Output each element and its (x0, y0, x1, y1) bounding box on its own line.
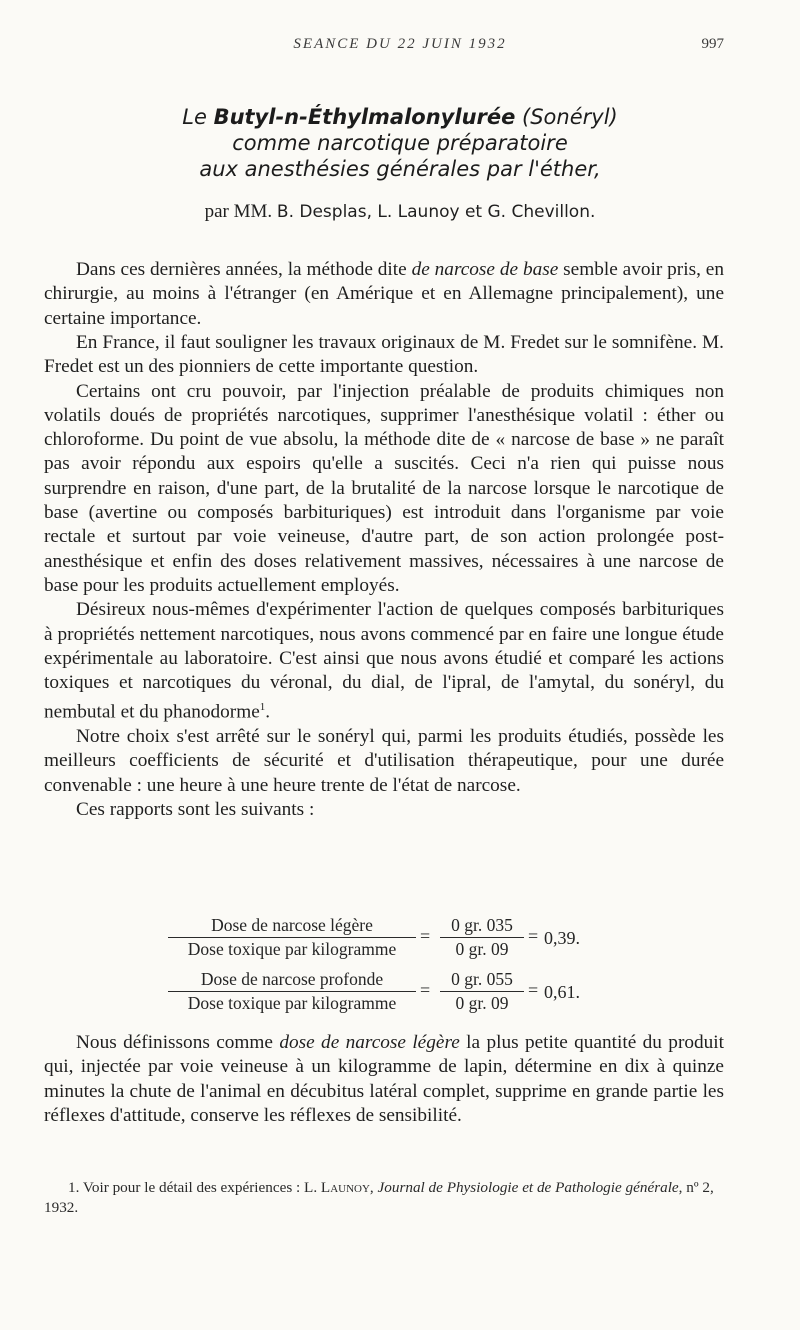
title-line-3: aux anesthésies générales par l'éther, (199, 157, 601, 181)
fraction-deep-dose (168, 968, 416, 1014)
title-prefix: Le (182, 105, 214, 129)
running-header (0, 36, 800, 60)
footnote-issue: , nº 2, 1932. (44, 1179, 714, 1216)
fraction-light-denominator: Dose toxique par kilogramme (187, 939, 397, 959)
article-body-definitions (44, 1031, 724, 1128)
title-compound: Butyl-n-Éthylmalonylurée (213, 105, 516, 129)
value-light-denominator: 0 gr. 09 (455, 939, 509, 959)
paragraph-1 (44, 258, 724, 331)
equals-sign: = (420, 926, 431, 946)
author-line (80, 200, 720, 224)
paragraph-2: En France, il faut souligner les travaux originaux de M. Fredet sur le somnifène. M. Fredet est un des pionniers de cette importante question. (44, 332, 724, 378)
equals-sign: = (420, 980, 431, 1000)
ratio-light-result: 0,39. (544, 928, 580, 948)
paragraph-7-emphasis: dose de narcose légère (279, 1032, 460, 1053)
article-title (80, 104, 720, 182)
paragraph-4-text: Désireux nous-mêmes d'expérimenter l'action de quelques composés barbituriques à propriétés nettement narcotiques, nous avons commencé par en faire une longue étude expérimentale au laboratoire. C'est ainsi que nous avons étudié et comparé les actions toxiques et narcotiques du véronal, du dial, de l'ipral, de l'amytal, du sonéryl, du nembutal et du phanodorme (44, 599, 724, 723)
paragraph-3: Certains ont cru pouvoir, par l'injection préalable de produits chimiques non volatils doués de propriétés narcotiques, supprimer l'anesthésique volatil : éther ou chloroforme. Du point de vue absolu, la méthode dite de « narcose de base » ne paraît pas avoir répondu aux espoirs qu'elle a suscités. Ceci n'a rien qui puisse nous surprendre en raison, d'une part, de la brutalité de la narcose lorsque le narcotique de base (avertine ou composés barbituriques) est introduit dans l'organisme par voie rectale et surtout par voie veineuse, d'autre part, de son action prolongée post-anesthésique et enfin des doses relativement massives, nécessaires à une narcose de base pour les produits actuellement employés. (44, 380, 724, 596)
footnote (44, 1178, 724, 1218)
paragraph-1-text-b: semble avoir pris, en chirurgie, au moins à l'étranger (en Amérique et en Allemagne principalement), une certaine importance. (44, 259, 724, 329)
footnote-text-a: 1. Voir pour le détail des expériences : L. (68, 1179, 321, 1196)
article-body (44, 258, 724, 331)
paragraph-4-end: . (265, 701, 271, 723)
article-body-continued (44, 331, 724, 822)
ratio-deep-result: 0,61. (544, 982, 580, 1002)
equals-sign: = (528, 926, 539, 946)
footnote-separator: , (369, 1179, 378, 1196)
value-deep-denominator: 0 gr. 09 (455, 993, 509, 1013)
title-trade-name: (Sonéryl) (515, 105, 618, 129)
formula-light-narcosis (168, 914, 628, 966)
footnote-marker: 1 (259, 701, 266, 714)
fraction-light-dose (168, 914, 416, 960)
running-title: SEANCE DU 22 JUIN 1932 (293, 36, 507, 52)
paragraph-6: Ces rapports sont les suivants : (76, 799, 315, 821)
author-names: B. Desplas, L. Launoy et G. Chevillon. (276, 202, 596, 222)
paragraph-1-emphasis: de narcose de base (411, 259, 559, 280)
paragraph-7-text-b: la plus petite quantité du produit qui, injectée par voie veineuse à un kilogramme de lapin, détermine en dix à quinze minutes la chute de l'animal en décubitus latéral complet, supprime en grande partie les réflexes d'attitude, conserve les réflexes de sensibilité. (44, 1032, 724, 1126)
paragraph-7-text-a: Nous définissons comme (76, 1032, 280, 1053)
footnote-journal: Journal de Physiologie et de Pathologie générale (377, 1179, 679, 1196)
fraction-light-numerator: Dose de narcose légère (168, 914, 416, 938)
title-line-2: comme narcotique préparatoire (232, 131, 568, 155)
fraction-deep-values (440, 968, 524, 1014)
paragraph-7 (44, 1031, 724, 1128)
value-light-numerator: 0 gr. 035 (440, 914, 524, 938)
paragraph-1-text-a: Dans ces dernières années, la méthode dite (76, 259, 412, 280)
paragraph-5: Notre choix s'est arrêté sur le sonéryl qui, parmi les produits étudiés, possède les meilleurs coefficients de sécurité et d'utilisation thérapeutique, pour une durée convenable : une heure à une heure trente de l'état de narcose. (44, 726, 724, 796)
fraction-light-values (440, 914, 524, 960)
page-number: 997 (701, 36, 724, 52)
equals-sign: = (528, 980, 539, 1000)
footnote-author: Launoy (320, 1179, 370, 1196)
fraction-deep-numerator: Dose de narcose profonde (168, 968, 416, 992)
title-line-1 (80, 104, 720, 130)
author-prefix: par MM. (204, 201, 277, 222)
formula-deep-narcosis (168, 968, 628, 1020)
value-deep-numerator: 0 gr. 055 (440, 968, 524, 992)
paragraph-4 (44, 598, 724, 725)
fraction-deep-denominator: Dose toxique par kilogramme (187, 993, 397, 1013)
